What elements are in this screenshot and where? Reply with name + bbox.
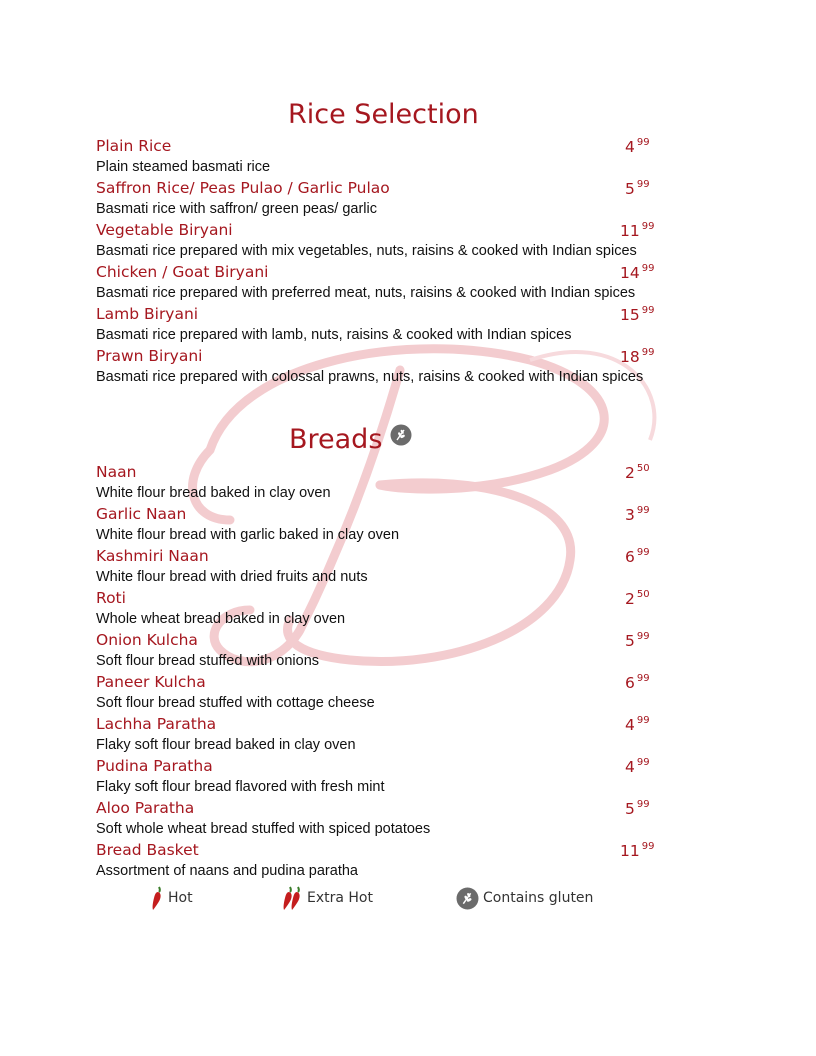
item-name: Bread Basket bbox=[96, 841, 199, 859]
item-name: Lamb Biryani bbox=[96, 305, 199, 323]
item-name: Chicken / Goat Biryani bbox=[96, 263, 269, 281]
legend-hot-label: Hot bbox=[168, 890, 193, 906]
item-name: Pudina Paratha bbox=[96, 757, 213, 775]
item-description: White flour bread with dried fruits and nuts bbox=[96, 569, 368, 585]
menu-item bbox=[96, 179, 656, 221]
item-name: Aloo Paratha bbox=[96, 799, 195, 817]
price-whole: 11 bbox=[620, 222, 640, 240]
double-chili-icon bbox=[281, 885, 303, 911]
item-description: Flaky soft flour bread flavored with fresh mint bbox=[96, 779, 385, 795]
price-whole: 4 bbox=[625, 138, 635, 156]
item-price bbox=[625, 673, 650, 692]
item-description: Assortment of naans and pudina paratha bbox=[96, 863, 358, 879]
price-cents: 50 bbox=[636, 463, 650, 474]
menu-item bbox=[96, 263, 656, 305]
item-name: Saffron Rice/ Peas Pulao / Garlic Pulao bbox=[96, 179, 390, 197]
item-name: Kashmiri Naan bbox=[96, 547, 209, 565]
item-description: White flour bread with garlic baked in clay oven bbox=[96, 527, 400, 543]
item-description: Plain steamed basmati rice bbox=[96, 159, 271, 175]
price-whole: 4 bbox=[625, 716, 635, 734]
price-cents: 99 bbox=[636, 505, 650, 516]
menu-item bbox=[96, 463, 656, 505]
legend-gluten bbox=[456, 884, 593, 912]
menu-item bbox=[96, 137, 656, 179]
chili-icon bbox=[150, 885, 164, 911]
item-price bbox=[625, 137, 650, 156]
item-name: Roti bbox=[96, 589, 126, 607]
legend-extra-hot bbox=[281, 884, 373, 912]
price-whole: 5 bbox=[625, 800, 635, 818]
menu-item bbox=[96, 673, 656, 715]
item-price bbox=[620, 221, 654, 240]
price-whole: 3 bbox=[625, 506, 635, 524]
price-cents: 99 bbox=[636, 799, 650, 810]
item-description: Basmati rice prepared with colossal prawns, nuts, raisins & cooked with Indian spices bbox=[96, 369, 644, 385]
item-price bbox=[620, 841, 654, 860]
price-whole: 5 bbox=[625, 632, 635, 650]
gluten-icon bbox=[456, 887, 479, 910]
menu-item bbox=[96, 347, 656, 389]
item-price bbox=[625, 799, 650, 818]
item-description: Basmati rice with saffron/ green peas/ garlic bbox=[96, 201, 378, 217]
section-title-breads: Breads bbox=[289, 424, 383, 455]
item-name: Lachha Paratha bbox=[96, 715, 217, 733]
item-description: Basmati rice prepared with preferred meat, nuts, raisins & cooked with Indian spices bbox=[96, 285, 636, 301]
price-cents: 99 bbox=[636, 547, 650, 558]
price-cents: 99 bbox=[636, 715, 650, 726]
legend-extra-hot-label: Extra Hot bbox=[307, 890, 373, 906]
price-cents: 99 bbox=[636, 179, 650, 190]
menu-item bbox=[96, 799, 656, 841]
item-name: Plain Rice bbox=[96, 137, 172, 155]
item-description: White flour bread baked in clay oven bbox=[96, 485, 331, 501]
item-price bbox=[625, 757, 650, 776]
item-description: Soft flour bread stuffed with cottage cheese bbox=[96, 695, 375, 711]
price-whole: 6 bbox=[625, 674, 635, 692]
price-cents: 50 bbox=[636, 589, 650, 600]
menu-item bbox=[96, 715, 656, 757]
item-price bbox=[625, 715, 650, 734]
menu-item bbox=[96, 589, 656, 631]
menu-item bbox=[96, 757, 656, 799]
item-price bbox=[625, 631, 650, 650]
menu-item bbox=[96, 547, 656, 589]
item-price bbox=[625, 463, 650, 482]
menu-item bbox=[96, 631, 656, 673]
menu-item bbox=[96, 505, 656, 547]
item-price bbox=[625, 505, 650, 524]
item-description: Flaky soft flour bread baked in clay oven bbox=[96, 737, 356, 753]
legend-gluten-label: Contains gluten bbox=[483, 890, 594, 906]
price-cents: 99 bbox=[641, 263, 655, 274]
price-cents: 99 bbox=[641, 221, 655, 232]
gluten-icon bbox=[390, 424, 412, 446]
price-whole: 5 bbox=[625, 180, 635, 198]
price-cents: 99 bbox=[636, 757, 650, 768]
item-description: Soft flour bread stuffed with onions bbox=[96, 653, 320, 669]
price-whole: 6 bbox=[625, 548, 635, 566]
price-whole: 2 bbox=[625, 590, 635, 608]
item-name: Vegetable Biryani bbox=[96, 221, 233, 239]
legend-hot bbox=[150, 884, 193, 912]
item-name: Naan bbox=[96, 463, 137, 481]
item-description: Soft whole wheat bread stuffed with spiced potatoes bbox=[96, 821, 431, 837]
price-whole: 18 bbox=[620, 348, 640, 366]
item-description: Whole wheat bread baked in clay oven bbox=[96, 611, 346, 627]
legend bbox=[0, 884, 816, 914]
item-name: Paneer Kulcha bbox=[96, 673, 206, 691]
item-price bbox=[625, 589, 650, 608]
item-price bbox=[625, 547, 650, 566]
item-price bbox=[620, 305, 654, 324]
price-cents: 99 bbox=[636, 631, 650, 642]
menu-item bbox=[96, 841, 656, 883]
price-whole: 15 bbox=[620, 306, 640, 324]
price-whole: 14 bbox=[620, 264, 640, 282]
price-cents: 99 bbox=[636, 137, 650, 148]
item-name: Garlic Naan bbox=[96, 505, 187, 523]
price-cents: 99 bbox=[636, 673, 650, 684]
price-cents: 99 bbox=[641, 305, 655, 316]
menu-item bbox=[96, 305, 656, 347]
menu-item bbox=[96, 221, 656, 263]
item-name: Prawn Biryani bbox=[96, 347, 203, 365]
price-whole: 11 bbox=[620, 842, 640, 860]
item-price bbox=[625, 179, 650, 198]
price-whole: 4 bbox=[625, 758, 635, 776]
item-description: Basmati rice prepared with lamb, nuts, raisins & cooked with Indian spices bbox=[96, 327, 572, 343]
section-title-rice: Rice Selection bbox=[288, 99, 479, 130]
item-price bbox=[620, 263, 654, 282]
price-cents: 99 bbox=[641, 841, 655, 852]
item-price bbox=[620, 347, 654, 366]
item-name: Onion Kulcha bbox=[96, 631, 198, 649]
price-cents: 99 bbox=[641, 347, 655, 358]
item-description: Basmati rice prepared with mix vegetables, nuts, raisins & cooked with Indian spices bbox=[96, 243, 637, 259]
price-whole: 2 bbox=[625, 464, 635, 482]
